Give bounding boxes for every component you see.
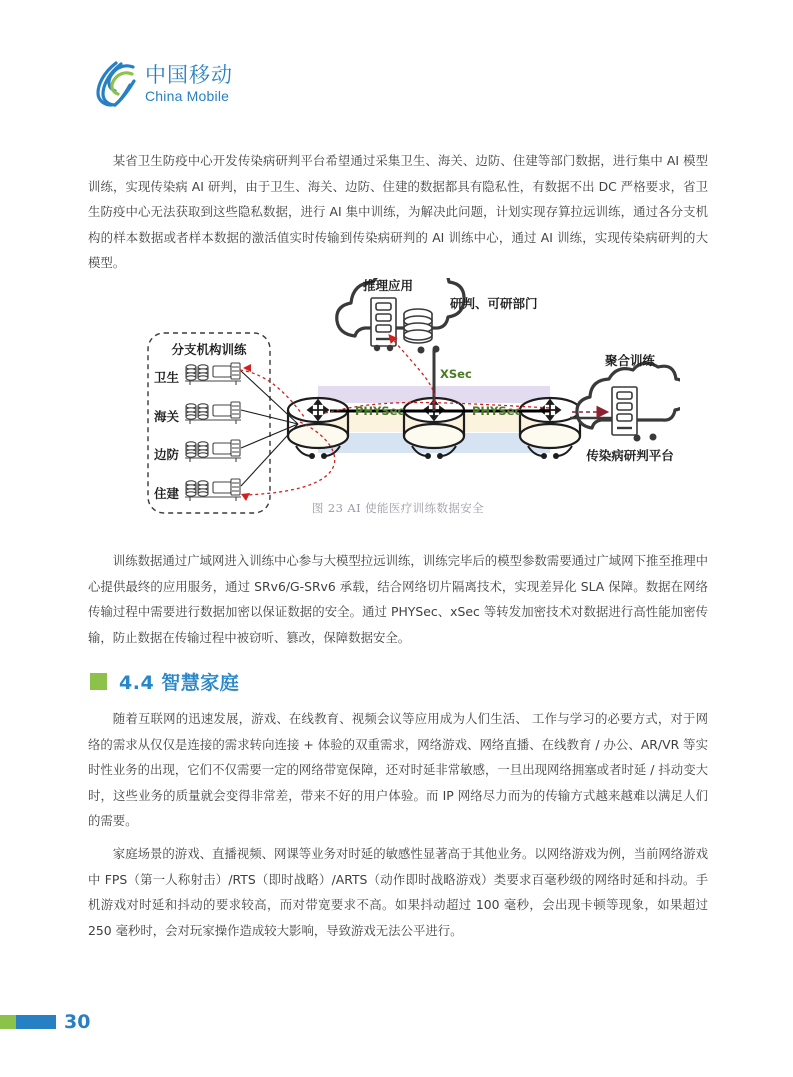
branch-row-health [154, 363, 241, 385]
paragraph-medical-ai-case: 某省卫生防疫中心开发传染病研判平台希望通过采集卫生、海关、边防、住建等部门数据，进行集中 AI 模型训练，实现传染病 AI 研判，由于卫生、海关、边防、住建的数据都具有隐私性，有数据不出 DC 严格要求，省卫生防疫中心无法获取到这些隐私数据，进行 AI 集中训练，为解决此问题，计划实现存算拉远训练，通过各分支机构的样本数据或者样本数据的激活值实时传输到传染病研判的 AI 训练中心，通过 AI 训练，实现传染病研判的大模型。 [88, 153, 708, 270]
inference-cloud-side-label: 研判、可研部门 [450, 296, 538, 311]
svg-text:边防: 边防 [154, 447, 180, 462]
page-footer [0, 1011, 90, 1033]
section-heading-smart-home [90, 668, 239, 695]
svg-text:海关: 海关 [154, 409, 180, 424]
paragraph-wan-training-transport: 训练数据通过广域网进入训练中心参与大模型拉远训练，训练完毕后的模型参数需要通过广域网下推至推理中心提供最终的应用服务，通过 SRv6/G-SRv6 承载，结合网络切片隔离技术，实现差异化 SLA 保障。数据在网络传输过程中需要进行数据加密以保证数据的安全。通过 PHYSec、xSec 等转发加密技术对数据进行高性能加密传输，防止数据在传输过程中被窃听、篡改，保障数据安全。 [88, 553, 708, 645]
china-mobile-logo [95, 58, 275, 110]
section-heading-label: 4.4 智慧家庭 [119, 672, 240, 694]
logo-chinese-name: 中国移动 [145, 63, 233, 87]
inference-cloud-top-label: 推理应用 [362, 278, 414, 293]
logo-english-name: China Mobile [145, 88, 230, 104]
aggregation-cloud-top-label: 聚合训练 [604, 353, 656, 368]
page-number: 30 [64, 1011, 91, 1033]
xsec-label: XSec [440, 367, 472, 381]
branch-row-customs [154, 402, 241, 424]
branch-box-title: 分支机构训练 [171, 342, 247, 357]
physec-label-left: PHYSec [355, 404, 405, 418]
section-bullet-icon [90, 673, 107, 690]
logo-wordmark [145, 65, 233, 103]
paragraph-internet-realtime-services: 随着互联网的迅速发展，游戏、在线教育、视频会议等应用成为人们生活、 工作与学习的必要方式，对于网络的需求从仅仅是连接的需求转向连接 + 体验的双重需求，网络游戏、网络直播、在线教育 / 办公、AR/VR 等实时性业务的出现，它们不仅需要一定的网络带宽保障，还对时延非常敏感，一旦出现网络拥塞或者时延 / 抖动变大时，这些业务的质量就会变得非常差，带来不好的用户体验。而 IP 网络尽力而为的传输方式越来越难以满足人们的需要。 [88, 711, 708, 828]
aggregation-cloud-bottom-label: 传染病研判平台 [586, 448, 674, 463]
svg-text:住建: 住建 [154, 486, 180, 501]
china-mobile-mark-icon [95, 61, 137, 107]
physec-label-right: PHYSec [472, 404, 522, 418]
footer-bar-green [0, 1015, 16, 1029]
paragraph-home-latency-sensitivity: 家庭场景的游戏、直播视频、网课等业务对时延的敏感性显著高于其他业务。以网络游戏为例，当前网络游戏中 FPS（第一人称射击）/RTS（即时战略）/ARTS（动作即时战略游戏）类要求百毫秒级的网络时延和抖动。手机游戏对时延和抖动的要求较高，而对带宽要求不高。如果抖动超过 100 毫秒，会出现卡顿等现象，如果超过 250 毫秒时，会对玩家操作造成较大影响，导致游戏无法公平进行。 [88, 846, 708, 938]
branch-row-border [153, 440, 241, 462]
figure-caption: 图 23 AI 使能医疗训练数据安全 [311, 501, 485, 515]
figure-ai-medical-training-security [140, 278, 680, 528]
branch-row-construction [154, 479, 241, 501]
aggregation-cloud [577, 363, 680, 441]
footer-bar-blue [16, 1015, 56, 1029]
svg-text:卫生: 卫生 [154, 370, 180, 385]
